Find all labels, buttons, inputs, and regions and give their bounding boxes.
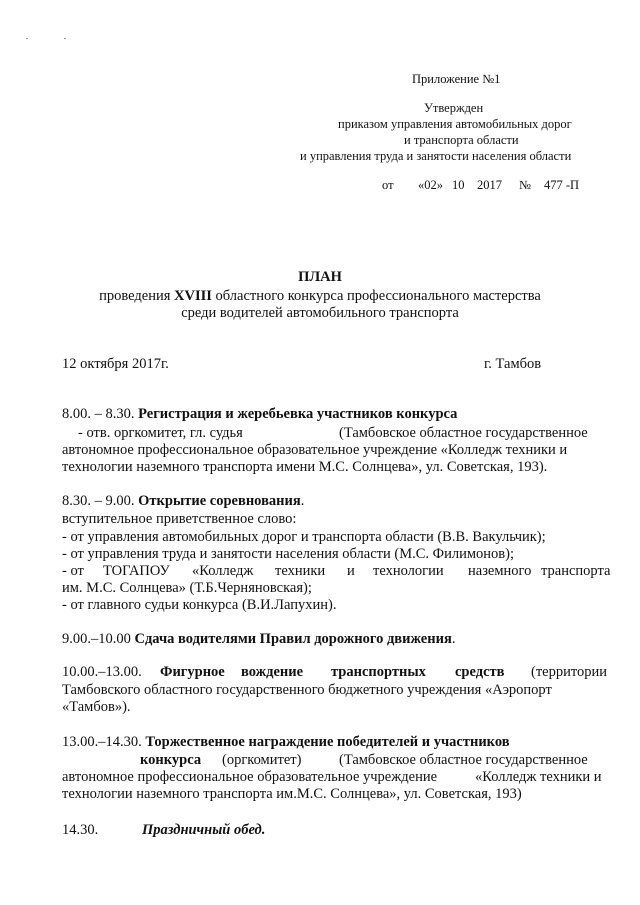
item-time: 13.00.–14.30.	[62, 734, 142, 750]
item-place-line-3: «Тамбов»).	[62, 699, 131, 715]
item-place-line-3: технологии наземного транспорта им.М.С. Солнцева», ул. Советская, 193)	[62, 786, 522, 802]
item-title: Праздничный обед.	[142, 822, 266, 838]
speech-line-3-word: технологии	[373, 563, 444, 579]
event-date: 12 октября 2017г.	[62, 356, 169, 372]
item-responsible: - отв. оргкомитет, гл. судья	[78, 425, 243, 441]
item-responsible: (оргкомитет)	[222, 752, 302, 768]
plan-heading: ПЛАН	[298, 269, 342, 285]
order-year: 2017	[477, 178, 502, 192]
speech-line-3-start: - от	[62, 563, 84, 579]
speech-line-4: им. М.С. Солнцева» (Т.Б.Черняновская);	[62, 580, 312, 596]
item-time: 9.00.–10.00	[62, 631, 131, 647]
item-title-word: средств	[455, 664, 505, 680]
item-title-end: .	[300, 493, 305, 509]
speech-line-1: - от управления автомобильных дорог и транспорта области (В.В. Вакульчик);	[62, 529, 546, 545]
item-time: 10.00.–13.00.	[62, 664, 142, 680]
item-title-word: вождение	[241, 664, 304, 680]
speech-line-3-org: ТОГАПОУ	[103, 563, 170, 579]
speech-line-2: - от управления труда и занятости населения области (М.С. Филимонов);	[62, 546, 514, 562]
item-title: Сдача водителями Правил дорожного движения	[134, 631, 452, 647]
item-title-continued: конкурса	[140, 752, 202, 768]
item-place-line-2: Тамбовского областного государственного бюджетного учреждения «Аэропорт	[62, 682, 552, 698]
order-number-sign: №	[519, 178, 531, 192]
order-line-1: приказом управления автомобильных дорог	[338, 117, 572, 131]
item-line	[62, 734, 510, 751]
speech-line-5: - от главного судьи конкурса (В.И.Лапухин).	[62, 597, 337, 613]
item-title: Регистрация и жеребьевка участников конкурса	[138, 406, 458, 422]
item-place-line-2: автономное профессиональное образовательное учреждение	[62, 769, 438, 785]
speech-line-3-word: техники	[275, 563, 326, 579]
plan-title-line-2: среди водителей автомобильного транспорта	[181, 305, 459, 321]
order-number: 477 -П	[544, 178, 580, 192]
scan-speck	[64, 38, 66, 39]
item-title: Торжественное награждение победителей и участников	[145, 734, 510, 750]
item-time: 8.00. – 8.30.	[62, 406, 135, 422]
speech-line-3-word: наземного	[468, 563, 532, 579]
order-line-2: и транспорта области	[404, 133, 519, 147]
item-title: Открытие соревнования	[138, 493, 301, 509]
item-place: (Тамбовское областное государственное	[339, 752, 588, 768]
order-month: 10	[452, 178, 465, 192]
scan-speck	[26, 38, 28, 39]
item-place-line-2: автономное профессиональное образовательное учреждение «Колледж техники и	[62, 442, 568, 458]
item-line	[62, 493, 304, 510]
item-place-line-2-end: «Колледж техники и	[475, 769, 602, 785]
plan-title-line-1	[0, 288, 640, 305]
item-time: 8.30. – 9.00.	[62, 493, 135, 509]
order-from: от	[382, 178, 394, 192]
schedule-item-traffic-rules	[62, 631, 455, 648]
appendix-label: Приложение №1	[412, 72, 501, 86]
speech-line-3-word: и	[347, 563, 355, 579]
plan-title-roman: XVIII	[174, 288, 212, 304]
speech-line-3-word: транспорта	[541, 563, 611, 579]
order-line-3: и управления труда и занятости населения области	[300, 149, 572, 163]
item-line	[62, 406, 457, 423]
item-time: 14.30.	[62, 822, 99, 838]
speech-line-3-word: «Колледж	[192, 563, 254, 579]
item-title-word: Фигурное	[160, 664, 225, 680]
approved-label: Утвержден	[424, 101, 484, 115]
item-place: (территории	[531, 664, 608, 680]
speech-intro: вступительное приветственное слово:	[62, 511, 297, 527]
plan-title-post: областного конкурса профессионального мастерства	[215, 288, 541, 304]
item-place: (Тамбовское областное государственное	[339, 425, 588, 441]
item-title-end: .	[451, 631, 456, 647]
plan-title-pre: проведения	[99, 288, 171, 304]
item-title-word: транспортных	[331, 664, 426, 680]
order-day: «02»	[418, 178, 443, 192]
item-place-line-3: технологии наземного транспорта имени М.С. Солнцева», ул. Советская, 193).	[62, 459, 548, 475]
event-city: г. Тамбов	[484, 356, 542, 372]
